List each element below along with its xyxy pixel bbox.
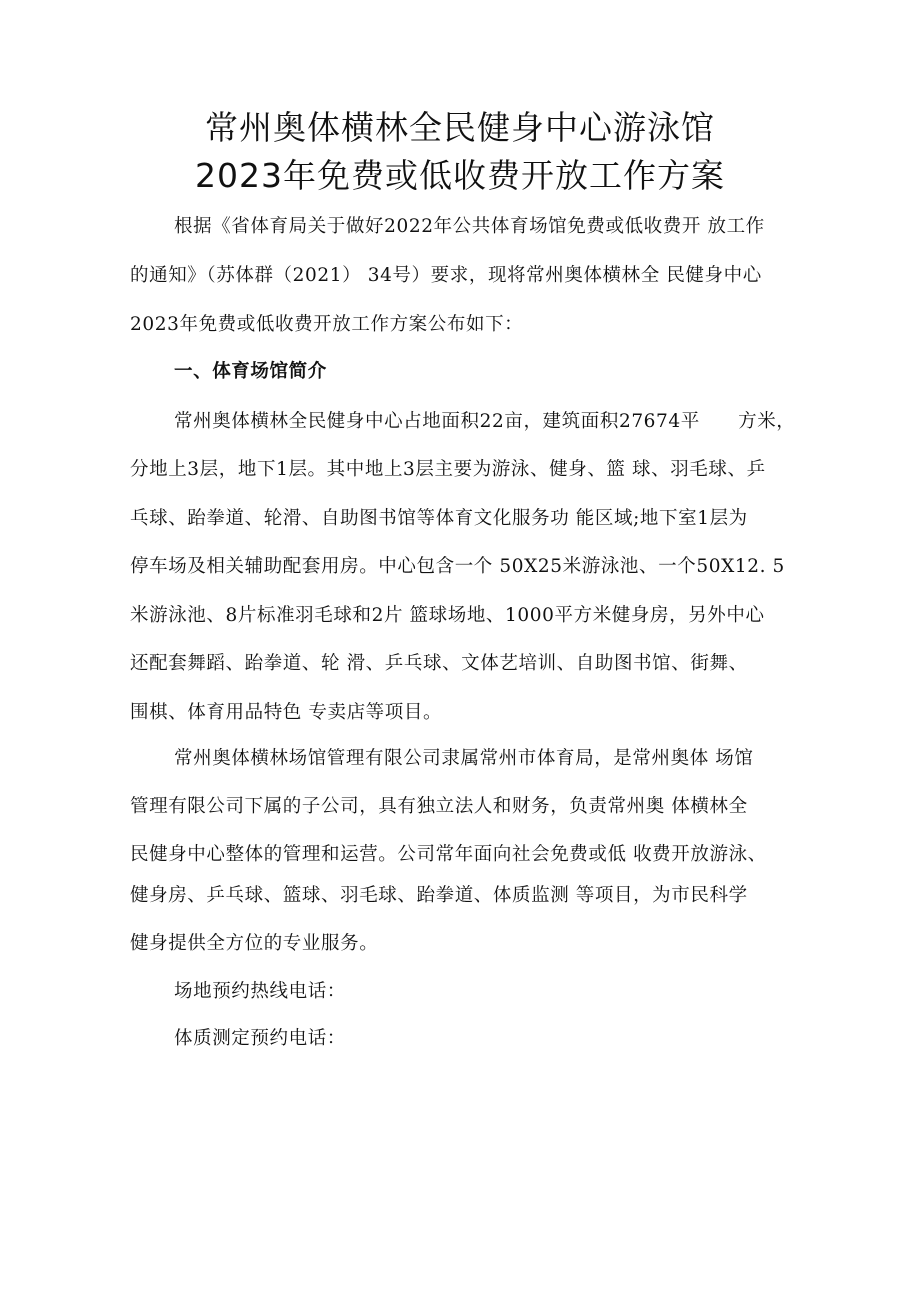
para1-line-3: 乓球、跆拳道、轮滑、自助图书馆等体育文化服务功 能区域;地下室1层为 bbox=[130, 508, 748, 529]
para1-line-1: 常州奥体横林全民健身中心占地面积22亩，建筑面积27674平 方米， bbox=[174, 411, 796, 432]
para2-line-1: 常州奥体横林场馆管理有限公司隶属常州市体育局，是常州奥体 场馆 bbox=[174, 748, 754, 769]
para1-line-7: 围棋、体育用品特色 专卖店等项目。 bbox=[130, 702, 443, 723]
intro-line-2: 的通知》（苏体群（2021） 34号）要求，现将常州奥体横林全 民健身中心 bbox=[130, 265, 762, 286]
intro-line-1: 根据《省体育局关于做好2022年公共体育场馆免费或低收费开 放工作 bbox=[174, 216, 765, 237]
intro-line-3: 2023年免费或低收费开放工作方案公布如下： bbox=[130, 314, 524, 335]
document-title-line-2: 2023年免费或低收费开放工作方案 bbox=[195, 156, 725, 195]
section-heading: 一、体育场馆简介 bbox=[174, 361, 327, 382]
para1-line-5: 米游泳池、8片标准羽毛球和2片 篮球场地、1000平方米健身房，另外中心 bbox=[130, 605, 765, 626]
para2-line-2: 管理有限公司下属的子公司，具有独立法人和财务，负责常州奥 体横林全 bbox=[130, 796, 748, 817]
para1-line-4: 停车场及相关辅助配套用房。中心包含一个 50X25米游泳池、一个50X12. 5 bbox=[130, 556, 785, 577]
para2-line-5: 健身提供全方位的专业服务。 bbox=[130, 933, 379, 954]
para1-line-6: 还配套舞蹈、跆拳道、轮 滑、乒乓球、文体艺培训、自助图书馆、街舞、 bbox=[130, 653, 748, 674]
para2-line-3: 民健身中心整体的管理和运营。公司常年面向社会免费或低 收费开放游泳、 bbox=[130, 844, 767, 865]
para1-line-2: 分地上3层，地下1层。其中地上3层主要为游泳、健身、篮 球、羽毛球、乒 bbox=[130, 459, 766, 480]
para2-line-4: 健身房、乒乓球、篮球、羽毛球、跆拳道、体质监测 等项目，为市民科学 bbox=[130, 885, 748, 906]
hotline-label: 场地预约热线电话： bbox=[174, 981, 346, 1002]
fitness-test-label: 体质测定预约电话： bbox=[174, 1028, 346, 1049]
document-title-line-1: 常州奥体横林全民健身中心游泳馆 bbox=[205, 108, 715, 147]
